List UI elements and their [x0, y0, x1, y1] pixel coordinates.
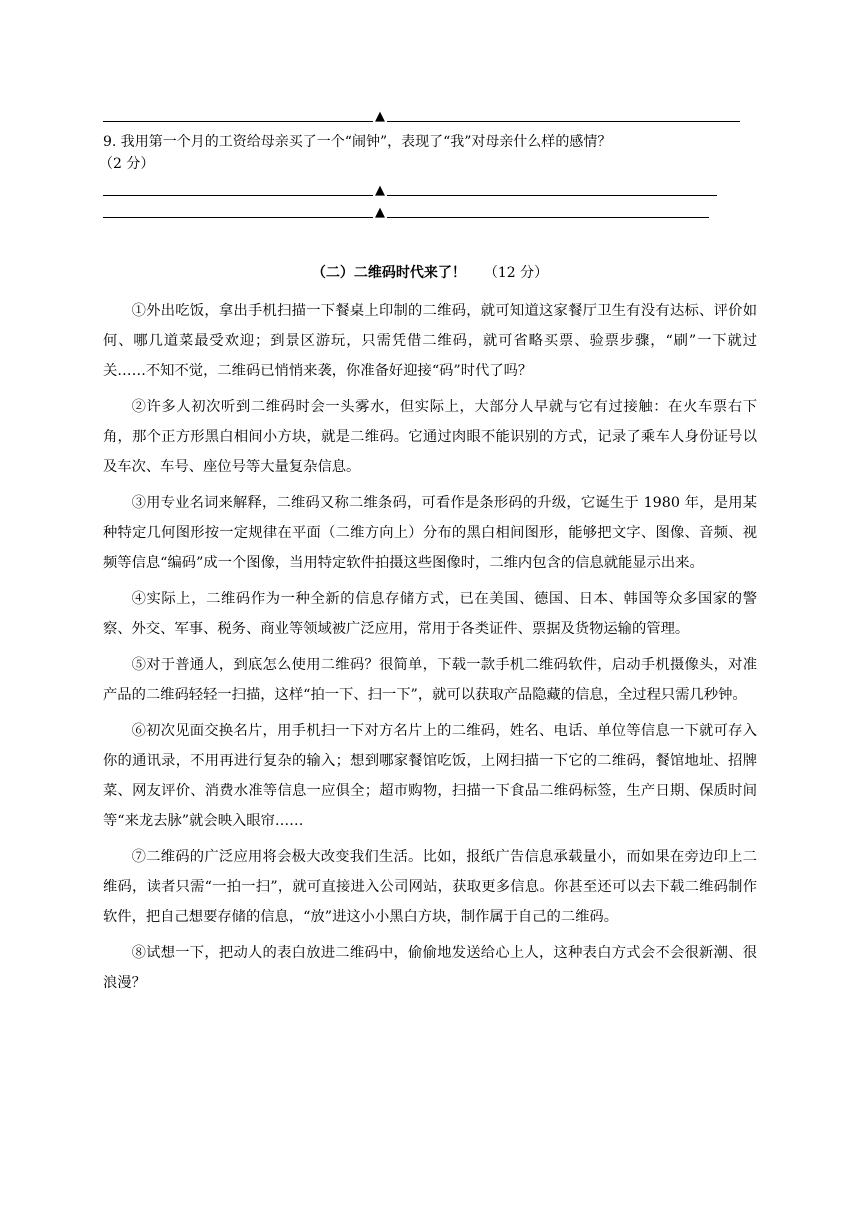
section-title: （二）二维码时代来了！ — [311, 265, 466, 281]
triangle-marker-icon: ▲ — [375, 205, 385, 220]
section-heading — [0, 262, 860, 284]
paragraph-6: ⑥初次见面交换名片，用手机扫一下对方名片上的二维码，姓名、电话、单位等信息一下就可存入你的通讯录，不用再进行复杂的输入；想到哪家餐馆吃饭，上网扫描一下它的二维码，餐馆地址、招牌菜、网友评价、消费水准等信息一应俱全；超市购物，扫描一下食品二维码标签，生产日期、保质时间等“来龙去脉”就会映入眼帘…… — [103, 723, 757, 829]
question-9-score: （2 分） — [99, 156, 155, 172]
answer-rule — [103, 195, 717, 196]
answer-line-3[interactable] — [103, 206, 709, 220]
paragraph-1: ①外出吃饭，拿出手机扫描一下餐桌上印制的二维码，就可知道这家餐厅卫生有没有达标、评价如何、哪几道菜最受欢迎；到景区游玩，只需凭借二维码，就可省略买票、验票步骤，“刷”一下就过关……不知不觉，二维码已悄悄来袭，你准备好迎接“码”时代了吗？ — [103, 303, 757, 379]
paragraph-2: ②许多人初次听到二维码时会一头雾水，但实际上，大部分人早就与它有过接触：在火车票右下角，那个正方形黑白相间小方块，就是二维码。它通过肉眼不能识别的方式，记录了乘车人身份证号以及车次、车号、座位号等大量复杂信息。 — [103, 399, 757, 475]
question-9-text: 9. 我用第一个月的工资给母亲买了一个“闹钟”，表现了“我”对母亲什么样的感情？ — [103, 134, 612, 150]
paragraph-5: ⑤对于普通人，到底怎么使用二维码？很简单，下载一款手机二维码软件，启动手机摄像头，对准产品的二维码轻轻一扫描，这样“拍一下、扫一下”，就可以获取产品隐藏的信息，全过程只需几秒钟。 — [103, 657, 757, 703]
answer-rule — [103, 121, 740, 122]
paragraph-7: ⑦二维码的广泛应用将会极大改变我们生活。比如，报纸广告信息承载量小，而如果在旁边印上二维码，读者只需“一拍一扫”，就可直接进入公司网站，获取更多信息。你甚至还可以去下载二维码制作软件，把自己想要存储的信息，“放”进这小小黑白方块，制作属于自己的二维码。 — [103, 849, 757, 925]
answer-line-2[interactable] — [103, 184, 717, 198]
answer-rule — [103, 217, 709, 218]
article-body — [103, 296, 757, 998]
paragraph-8: ⑧试想一下，把动人的表白放进二维码中，偷偷地发送给心上人，这种表白方式会不会很新潮、很浪漫？ — [103, 945, 757, 991]
paragraph-4: ④实际上，二维码作为一种全新的信息存储方式，已在美国、德国、日本、韩国等众多国家的警察、外交、军事、税务、商业等领域被广泛应用，常用于各类证件、票据及货物运输的管理。 — [103, 591, 757, 637]
answer-line-1[interactable] — [103, 110, 740, 124]
triangle-marker-icon: ▲ — [375, 183, 385, 198]
question-9 — [99, 131, 763, 175]
section-score: （12 分） — [483, 265, 549, 281]
triangle-marker-icon: ▲ — [375, 109, 385, 124]
paragraph-3: ③用专业名词来解释，二维码又称二维条码，可看作是条形码的升级，它诞生于 1980 年，是用某种特定几何图形按一定规律在平面（二维方向上）分布的黑白相间图形，能够把文字、图像、音频、视频等信息“编码”成一个图像，当用特定软件拍摄这些图像时，二维内包含的信息就能显示出来。 — [103, 495, 757, 571]
